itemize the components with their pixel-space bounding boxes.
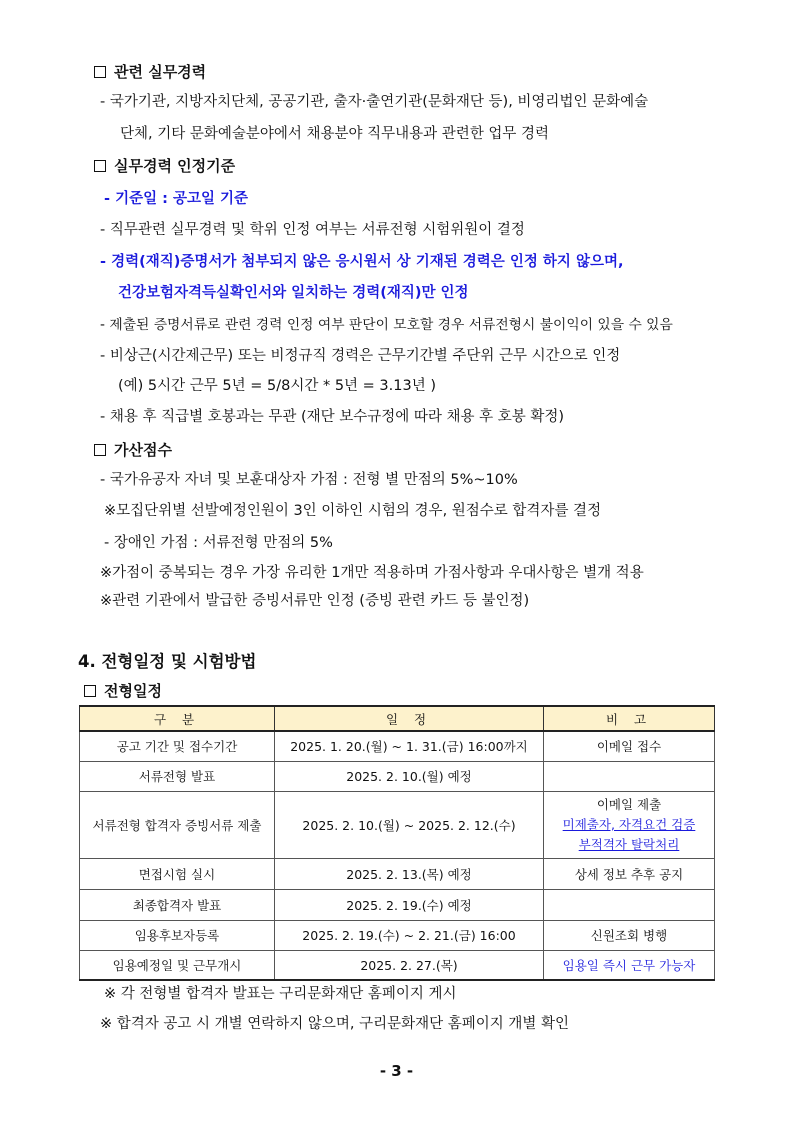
experience-title: 관련 실무경력 bbox=[114, 63, 207, 81]
row-note: 상세 정보 추후 공지 bbox=[544, 858, 715, 889]
row-date: 2025. 2. 19.(수) ~ 2. 21.(금) 16:00 bbox=[275, 920, 544, 950]
schedule-heading bbox=[84, 681, 162, 701]
table-row bbox=[80, 761, 715, 791]
bonus-line-1: - 국가유공자 자녀 및 보훈대상자 가점 : 전형 별 만점의 5%~10% bbox=[100, 472, 518, 488]
row-category: 서류전형 발표 bbox=[80, 761, 275, 791]
table-row bbox=[80, 791, 715, 858]
criteria-line-7: (예) 5시간 근무 5년 = 5/8시간 * 5년 = 3.13년 ) bbox=[118, 378, 436, 394]
experience-line-1: - 국가기관, 지방자치단체, 공공기관, 출자·출연기관(문화재단 등), 비영리법인 문화예술 bbox=[100, 94, 649, 110]
note-verification: 미제출자, 자격요건 검증 bbox=[562, 816, 696, 832]
row-note: 이메일 접수 bbox=[544, 731, 715, 761]
header-category: 구 분 bbox=[80, 706, 275, 731]
row-category: 임용예정일 및 근무개시 bbox=[80, 950, 275, 980]
criteria-line-8: - 채용 후 직급별 호봉과는 무관 (재단 보수규정에 따라 채용 후 호봉 확정) bbox=[100, 409, 565, 425]
row-date: 2025. 2. 19.(수) 예정 bbox=[275, 889, 544, 920]
bonus-line-3: - 장애인 가점 : 서류전형 만점의 5% bbox=[104, 535, 333, 551]
schedule-subtitle: 전형일정 bbox=[104, 682, 162, 700]
criteria-line-4: 건강보험자격득실확인서와 일치하는 경력(재직)만 인정 bbox=[118, 285, 469, 301]
schedule-table bbox=[79, 705, 715, 981]
checkbox-square-icon bbox=[94, 160, 106, 172]
row-note bbox=[544, 889, 715, 920]
row-category: 면접시험 실시 bbox=[80, 858, 275, 889]
criteria-title: 실무경력 인정기준 bbox=[114, 157, 236, 175]
criteria-heading bbox=[94, 156, 235, 176]
header-note: 비 고 bbox=[544, 706, 715, 731]
row-note bbox=[544, 791, 715, 858]
row-date: 2025. 1. 20.(월) ~ 1. 31.(금) 16:00까지 bbox=[275, 731, 544, 761]
experience-heading bbox=[94, 62, 206, 82]
page-number: - 3 - bbox=[379, 1062, 414, 1080]
row-date: 2025. 2. 10.(월) 예정 bbox=[275, 761, 544, 791]
criteria-line-2: - 직무관련 실무경력 및 학위 인정 여부는 서류전형 시험위원이 결정 bbox=[100, 222, 525, 238]
criteria-reference-date: - 기준일 : 공고일 기준 bbox=[104, 191, 249, 207]
experience-line-2: 단체, 기타 문화예술분야에서 채용분야 직무내용과 관련한 업무 경력 bbox=[120, 126, 550, 142]
bonus-line-2: ※모집단위별 선발예정인원이 3인 이하인 시험의 경우, 원점수로 합격자를 결정 bbox=[104, 503, 602, 519]
row-category: 서류전형 합격자 증빙서류 제출 bbox=[80, 791, 275, 858]
table-row bbox=[80, 950, 715, 980]
note-disqualify: 부적격자 탈락처리 bbox=[578, 836, 680, 852]
bonus-line-5: ※관련 기관에서 발급한 증빙서류만 인정 (증빙 관련 카드 등 불인정) bbox=[100, 593, 530, 609]
row-category: 최종합격자 발표 bbox=[80, 889, 275, 920]
table-header-row bbox=[80, 706, 715, 731]
bonus-line-4: ※가점이 중복되는 경우 가장 유리한 1개만 적용하며 가점사항과 우대사항은 별개 적용 bbox=[100, 565, 644, 581]
criteria-line-5: - 제출된 증명서류로 관련 경력 인정 여부 판단이 모호할 경우 서류전형시 불이익이 있을 수 있음 bbox=[100, 317, 673, 333]
row-note: 신원조회 병행 bbox=[544, 920, 715, 950]
row-date: 2025. 2. 10.(월) ~ 2025. 2. 12.(수) bbox=[275, 791, 544, 858]
table-row bbox=[80, 731, 715, 761]
row-date: 2025. 2. 13.(목) 예정 bbox=[275, 858, 544, 889]
row-date: 2025. 2. 27.(목) bbox=[275, 950, 544, 980]
criteria-line-6: - 비상근(시간제근무) 또는 비정규직 경력은 근무기간별 주단위 근무 시간으로 인정 bbox=[100, 348, 621, 364]
row-category: 공고 기간 및 접수기간 bbox=[80, 731, 275, 761]
note-line-2: ※ 합격자 공고 시 개별 연락하지 않으며, 구리문화재단 홈페이지 개별 확인 bbox=[100, 1016, 570, 1032]
header-date: 일 정 bbox=[275, 706, 544, 731]
criteria-line-3: - 경력(재직)증명서가 첨부되지 않은 응시원서 상 기재된 경력은 인정 하지 않으며, bbox=[100, 254, 624, 270]
bonus-heading bbox=[94, 440, 172, 460]
note-email-submit: 이메일 제출 bbox=[596, 796, 662, 812]
table-row bbox=[80, 889, 715, 920]
checkbox-square-icon bbox=[84, 685, 96, 697]
row-note bbox=[544, 761, 715, 791]
bonus-title: 가산점수 bbox=[114, 441, 172, 459]
row-category: 임용후보자등록 bbox=[80, 920, 275, 950]
table-row bbox=[80, 858, 715, 889]
checkbox-square-icon bbox=[94, 444, 106, 456]
section-4-title: 4. 전형일정 및 시험방법 bbox=[78, 652, 257, 671]
row-note: 임용일 즉시 근무 가능자 bbox=[544, 950, 715, 980]
table-row bbox=[80, 920, 715, 950]
checkbox-square-icon bbox=[94, 66, 106, 78]
note-line-1: ※ 각 전형별 합격자 발표는 구리문화재단 홈페이지 게시 bbox=[104, 986, 457, 1002]
